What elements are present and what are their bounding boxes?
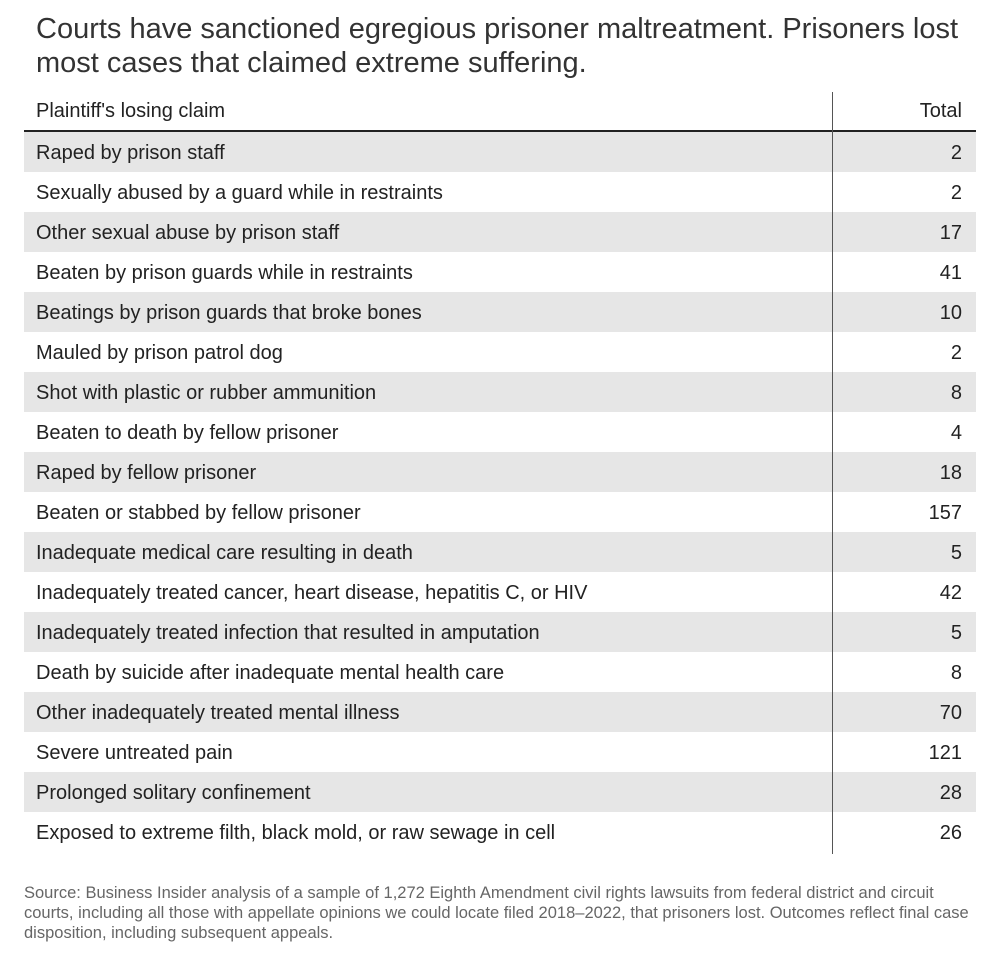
claim-cell: Inadequately treated cancer, heart disease, hepatitis C, or HIV <box>36 582 588 604</box>
total-cell: 41 <box>939 262 962 284</box>
total-cell: 18 <box>939 462 962 484</box>
table-body <box>24 132 976 852</box>
claim-cell: Other inadequately treated mental illness <box>36 702 400 724</box>
claim-cell: Exposed to extreme filth, black mold, or raw sewage in cell <box>36 822 556 844</box>
table-row <box>24 332 976 372</box>
claim-cell: Beatings by prison guards that broke bones <box>36 302 422 324</box>
claim-cell: Inadequate medical care resulting in death <box>36 542 413 564</box>
table-row <box>24 132 976 172</box>
column-header-total: Total <box>919 100 962 122</box>
table-row <box>24 652 976 692</box>
total-cell: 10 <box>939 302 962 324</box>
total-cell: 8 <box>950 662 962 684</box>
column-header-claim: Plaintiff's losing claim <box>36 100 226 122</box>
table-row <box>24 212 976 252</box>
total-cell: 157 <box>928 502 962 524</box>
total-cell: 5 <box>950 622 962 644</box>
claim-cell: Mauled by prison patrol dog <box>36 342 283 364</box>
table-row <box>24 452 976 492</box>
table-row <box>24 692 976 732</box>
table-row <box>24 292 976 332</box>
table-row <box>24 532 976 572</box>
table-row <box>24 772 976 812</box>
claim-cell: Inadequately treated infection that resulted in amputation <box>36 622 540 644</box>
table-row <box>24 492 976 532</box>
total-cell: 2 <box>950 342 962 364</box>
total-cell: 26 <box>939 822 962 844</box>
source-note: Source: Business Insider analysis of a sample of 1,272 Eighth Amendment civil rights lawsuits from federal district and circuit courts, including all those with appellate opinions we could locate filed 2018–2022, that prisoners lost. Outcomes reflect final case disposition, including subsequent appeals. <box>24 884 969 942</box>
table-row <box>24 612 976 652</box>
claim-cell: Other sexual abuse by prison staff <box>36 222 340 244</box>
table-row <box>24 732 976 772</box>
table-row <box>24 572 976 612</box>
total-cell: 28 <box>939 782 962 804</box>
claim-cell: Beaten or stabbed by fellow prisoner <box>36 502 361 524</box>
table-row <box>24 372 976 412</box>
claim-cell: Raped by prison staff <box>36 142 225 164</box>
total-cell: 5 <box>950 542 962 564</box>
table-row <box>24 412 976 452</box>
claim-cell: Prolonged solitary confinement <box>36 782 311 804</box>
claim-cell: Beaten by prison guards while in restraints <box>36 262 413 284</box>
total-cell: 2 <box>950 142 962 164</box>
claim-cell: Sexually abused by a guard while in restraints <box>36 182 443 204</box>
total-cell: 4 <box>950 422 962 444</box>
table-header <box>24 92 976 132</box>
claim-cell: Severe untreated pain <box>36 742 233 764</box>
total-cell: 42 <box>939 582 962 604</box>
table-row <box>24 252 976 292</box>
claims-table <box>24 92 976 852</box>
column-divider <box>832 92 833 854</box>
table-row <box>24 812 976 852</box>
total-cell: 70 <box>939 702 962 724</box>
total-cell: 2 <box>950 182 962 204</box>
chart-title: Courts have sanctioned egregious prisoner maltreatment. Prisoners lost most cases that claimed extreme suffering. <box>36 13 959 79</box>
total-cell: 121 <box>928 742 962 764</box>
table-row <box>24 172 976 212</box>
claim-cell: Death by suicide after inadequate mental health care <box>36 662 505 684</box>
claim-cell: Beaten to death by fellow prisoner <box>36 422 339 444</box>
total-cell: 17 <box>939 222 962 244</box>
claim-cell: Shot with plastic or rubber ammunition <box>36 382 377 404</box>
total-cell: 8 <box>950 382 962 404</box>
claim-cell: Raped by fellow prisoner <box>36 462 257 484</box>
